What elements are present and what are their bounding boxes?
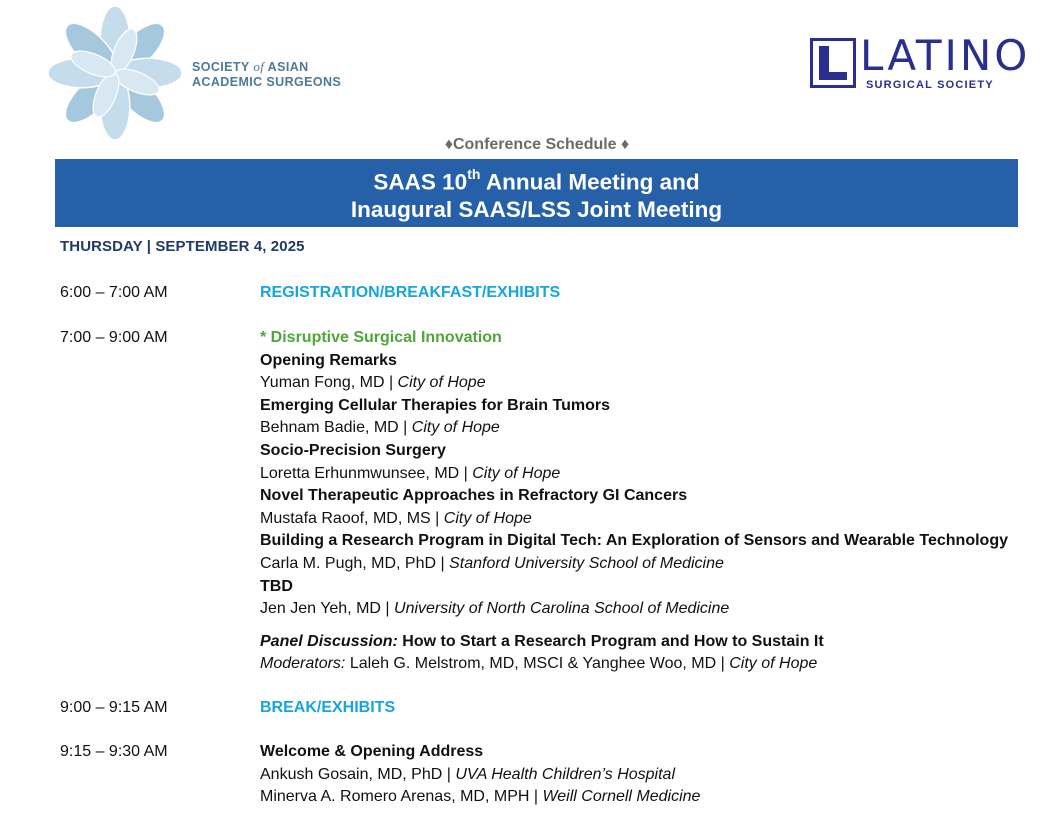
panel-label: Panel Discussion: — [260, 632, 398, 650]
speaker-name: Loretta Erhunmwunsee, MD | — [260, 464, 473, 482]
lss-subtitle: SURGICAL SOCIETY — [866, 79, 994, 91]
session-block — [260, 327, 1008, 676]
talk-title: Novel Therapeutic Approaches in Refractory GI Cancers — [260, 487, 688, 505]
session-title: * Disruptive Surgical Innovation — [260, 329, 502, 346]
lss-wordmark: LATINO — [860, 31, 1031, 80]
conference-schedule-label: ♦Conference Schedule ♦ — [444, 136, 630, 153]
talk-speaker — [260, 372, 1008, 395]
time-slot-4: 9:15 – 9:30 AM — [60, 743, 168, 760]
welcome-speaker — [260, 764, 700, 787]
saas-logo — [44, 4, 374, 142]
time-slot-3: 9:00 – 9:15 AM — [60, 699, 168, 716]
talk-title: Socio-Precision Surgery — [260, 441, 446, 459]
saas-wordmark — [192, 59, 341, 90]
welcome-block — [260, 741, 700, 809]
lotus-flower-icon — [44, 4, 186, 142]
talk-title: Emerging Cellular Therapies for Brain Tumors — [260, 396, 610, 414]
speaker-name: Mustafa Raoof, MD, MS | — [260, 509, 444, 527]
speaker-affiliation: University of North Carolina School of Medicine — [394, 600, 730, 618]
time-slot-2: 7:00 – 9:00 AM — [60, 329, 168, 346]
saas-word-of: of — [253, 59, 265, 74]
speaker-name: Behnam Badie, MD | — [260, 419, 412, 437]
talk-title: TBD — [260, 577, 293, 595]
moderators-affiliation: City of Hope — [729, 655, 818, 673]
speaker-affiliation: City of Hope — [443, 509, 532, 527]
panel-topic: How to Start a Research Program and How to Sustain It — [397, 632, 824, 650]
saas-word-academic-surgeons: ACADEMIC SURGEONS — [192, 75, 342, 89]
speaker-affiliation: City of Hope — [397, 374, 486, 392]
moderators-names: Laleh G. Melstrom, MD, MSCI & Yanghee Woo, MD | — [345, 655, 730, 673]
panel-title — [260, 631, 1008, 654]
talk-speaker — [260, 417, 1008, 440]
saas-word-society: SOCIETY — [192, 60, 250, 74]
talk-speaker — [260, 463, 1008, 486]
talk-speaker — [260, 553, 1008, 576]
title-banner — [55, 159, 1018, 227]
banner-title-line1 — [55, 160, 1018, 199]
talk-speaker — [260, 508, 1008, 531]
spacer — [260, 621, 1008, 631]
speaker-affiliation: City of Hope — [472, 464, 561, 482]
registration-title: REGISTRATION/BREAKFAST/EXHIBITS — [260, 284, 561, 301]
speaker-affiliation: UVA Health Children’s Hospital — [455, 765, 676, 783]
welcome-title: Welcome & Opening Address — [260, 743, 484, 760]
time-slot-1: 6:00 – 7:00 AM — [60, 284, 168, 301]
saas-word-asian: ASIAN — [267, 60, 309, 74]
banner-title-a: SAAS 10 — [373, 169, 468, 195]
speaker-name: Jen Jen Yeh, MD | — [260, 600, 395, 618]
moderators-label: Moderators: — [260, 655, 346, 673]
speaker-affiliation: Stanford University School of Medicine — [449, 554, 724, 572]
talk-speaker — [260, 598, 1008, 621]
speaker-name: Minerva A. Romero Arenas, MD, MPH | — [260, 788, 543, 806]
lss-logo — [808, 31, 1031, 96]
speaker-name: Carla M. Pugh, MD, PhD | — [260, 554, 450, 572]
speaker-name: Yuman Fong, MD | — [260, 374, 398, 392]
talk-title: Opening Remarks — [260, 351, 397, 369]
panel-moderators — [260, 653, 1008, 676]
banner-title-line2: Inaugural SAAS/LSS Joint Meeting — [350, 197, 723, 222]
day-heading: THURSDAY | SEPTEMBER 4, 2025 — [60, 238, 305, 255]
banner-title-sup: th — [467, 166, 481, 182]
talk-title: Building a Research Program in Digital Tech: An Exploration of Sensors and Wearable Technology — [260, 532, 1008, 550]
banner-title-b: Annual Meeting and — [480, 169, 700, 195]
speaker-name: Ankush Gosain, MD, PhD | — [260, 765, 456, 783]
speaker-affiliation: City of Hope — [411, 419, 500, 437]
lss-emblem-icon — [810, 38, 856, 88]
welcome-speaker — [260, 786, 700, 809]
break-title: BREAK/EXHIBITS — [260, 699, 396, 716]
speaker-affiliation: Weill Cornell Medicine — [542, 788, 701, 806]
